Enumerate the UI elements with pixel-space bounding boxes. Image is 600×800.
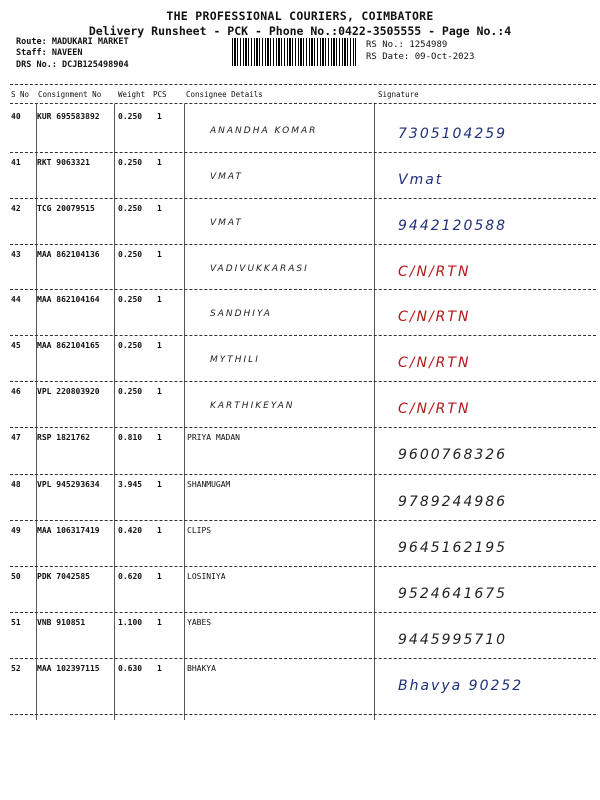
row-sno: 52 — [11, 664, 21, 673]
row-pcs: 1 — [157, 158, 162, 167]
column-divider — [114, 104, 115, 720]
row-consignee-details: YABES — [187, 618, 212, 627]
col-pcs: PCS — [153, 90, 167, 99]
drs-number: DRS No.: DCJB125498904 — [16, 60, 129, 70]
row-sno: 42 — [11, 204, 21, 213]
row-consignment-no: VPL 220803920 — [37, 387, 100, 396]
row-sno: 45 — [11, 341, 21, 350]
row-signature: C/N/RTN — [398, 264, 471, 280]
row-signature: C/N/RTN — [398, 309, 471, 325]
row-consignment-no: VNB 910851 — [37, 618, 86, 627]
row-signature: Vmat — [398, 172, 444, 188]
row-sno: 40 — [11, 112, 21, 121]
row-sno: 43 — [11, 250, 21, 259]
route-label: Route: MADUKARI MARKET — [16, 37, 129, 47]
row-pcs: 1 — [157, 250, 162, 259]
row-separator — [10, 427, 596, 428]
row-pcs: 1 — [157, 341, 162, 350]
row-consignment-no: MAA 106317419 — [37, 526, 100, 535]
row-pcs: 1 — [157, 204, 162, 213]
row-consignment-no: RKT 9063321 — [37, 158, 90, 167]
row-weight: 0.250 — [118, 387, 143, 396]
row-handwritten-name: SANDHIYA — [210, 309, 272, 319]
row-signature: 9445995710 — [398, 632, 508, 648]
row-sno: 49 — [11, 526, 21, 535]
row-signature: C/N/RTN — [398, 355, 471, 371]
row-handwritten-name: VMAT — [210, 218, 243, 228]
row-separator — [10, 198, 596, 199]
row-sno: 41 — [11, 158, 21, 167]
row-consignment-no: MAA 102397115 — [37, 664, 100, 673]
row-handwritten-name: VMAT — [210, 172, 243, 182]
row-pcs: 1 — [157, 112, 162, 121]
row-signature: 9789244986 — [398, 494, 508, 510]
barcode-image — [232, 38, 356, 66]
row-separator — [10, 474, 596, 475]
row-pcs: 1 — [157, 618, 162, 627]
row-pcs: 1 — [157, 387, 162, 396]
row-consignee-details: CLIPS — [187, 526, 212, 535]
rs-number: RS No.: 1254989 — [366, 40, 448, 50]
row-weight: 0.250 — [118, 112, 143, 121]
row-signature: C/N/RTN — [398, 401, 471, 417]
row-consignment-no: MAA 862104164 — [37, 295, 100, 304]
row-consignment-no: TCG 20079515 — [37, 204, 95, 213]
row-separator — [10, 335, 596, 336]
row-sno: 50 — [11, 572, 21, 581]
row-separator — [10, 289, 596, 290]
row-pcs: 1 — [157, 572, 162, 581]
row-weight: 0.250 — [118, 158, 143, 167]
row-handwritten-name: ANANDHA KOMAR — [210, 126, 318, 136]
row-weight: 1.100 — [118, 618, 143, 627]
row-pcs: 1 — [157, 480, 162, 489]
row-weight: 3.945 — [118, 480, 143, 489]
rs-date: RS Date: 09-Oct-2023 — [366, 52, 475, 62]
runsheet-title: Delivery Runsheet - PCK - Phone No.:0422-3505555 - Page No.:4 — [88, 24, 512, 38]
row-weight: 0.620 — [118, 572, 143, 581]
row-consignment-no: VPL 945293634 — [37, 480, 100, 489]
row-separator — [10, 244, 596, 245]
row-consignee-details: PRIYA MADAN — [187, 433, 240, 442]
company-name: THE PROFESSIONAL COURIERS, COIMBATORE — [166, 9, 434, 23]
row-consignee-details: BHAKYA — [187, 664, 216, 673]
row-signature: 9524641675 — [398, 586, 508, 602]
row-separator — [10, 658, 596, 659]
row-sno: 48 — [11, 480, 21, 489]
row-consignment-no: PDK 7042585 — [37, 572, 90, 581]
row-weight: 0.250 — [118, 341, 143, 350]
row-separator — [10, 520, 596, 521]
column-divider — [184, 104, 185, 720]
row-handwritten-name: MYTHILI — [210, 355, 260, 365]
row-consignment-no: KUR 695583892 — [37, 112, 100, 121]
row-handwritten-name: VADIVUKKARASI — [210, 264, 309, 274]
row-consignee-details: SHANMUGAM — [187, 480, 231, 489]
column-divider — [36, 104, 37, 720]
row-pcs: 1 — [157, 433, 162, 442]
row-consignment-no: MAA 862104136 — [37, 250, 100, 259]
row-consignee-details: LOSINIYA — [187, 572, 226, 581]
row-signature: 9645162195 — [398, 540, 508, 556]
row-consignment-no: MAA 862104165 — [37, 341, 100, 350]
col-consignment: Consignment No — [38, 90, 102, 99]
row-weight: 0.420 — [118, 526, 143, 535]
row-handwritten-name: KARTHIKEYAN — [210, 401, 295, 411]
row-separator — [10, 566, 596, 567]
row-sno: 44 — [11, 295, 21, 304]
row-signature: Bhavya 90252 — [398, 678, 524, 694]
row-sno: 51 — [11, 618, 21, 627]
row-weight: 0.810 — [118, 433, 143, 442]
row-separator — [10, 714, 596, 715]
row-weight: 0.250 — [118, 295, 143, 304]
row-weight: 0.250 — [118, 204, 143, 213]
row-signature: 9600768326 — [398, 447, 508, 463]
row-sno: 46 — [11, 387, 21, 396]
row-separator — [10, 612, 596, 613]
row-consignment-no: RSP 1821762 — [37, 433, 90, 442]
col-signature: Signature — [378, 90, 419, 99]
row-weight: 0.250 — [118, 250, 143, 259]
row-pcs: 1 — [157, 526, 162, 535]
row-separator — [10, 381, 596, 382]
row-signature: 7305104259 — [398, 126, 508, 142]
row-separator — [10, 152, 596, 153]
staff-label: Staff: NAVEEN — [16, 48, 83, 58]
row-weight: 0.630 — [118, 664, 143, 673]
row-signature: 9442120588 — [398, 218, 508, 234]
row-pcs: 1 — [157, 664, 162, 673]
row-pcs: 1 — [157, 295, 162, 304]
col-weight: Weight — [118, 90, 146, 99]
col-sno: S No — [11, 90, 30, 99]
row-sno: 47 — [11, 433, 21, 442]
column-divider — [374, 104, 375, 720]
col-consignee: Consignee Details — [186, 90, 263, 99]
